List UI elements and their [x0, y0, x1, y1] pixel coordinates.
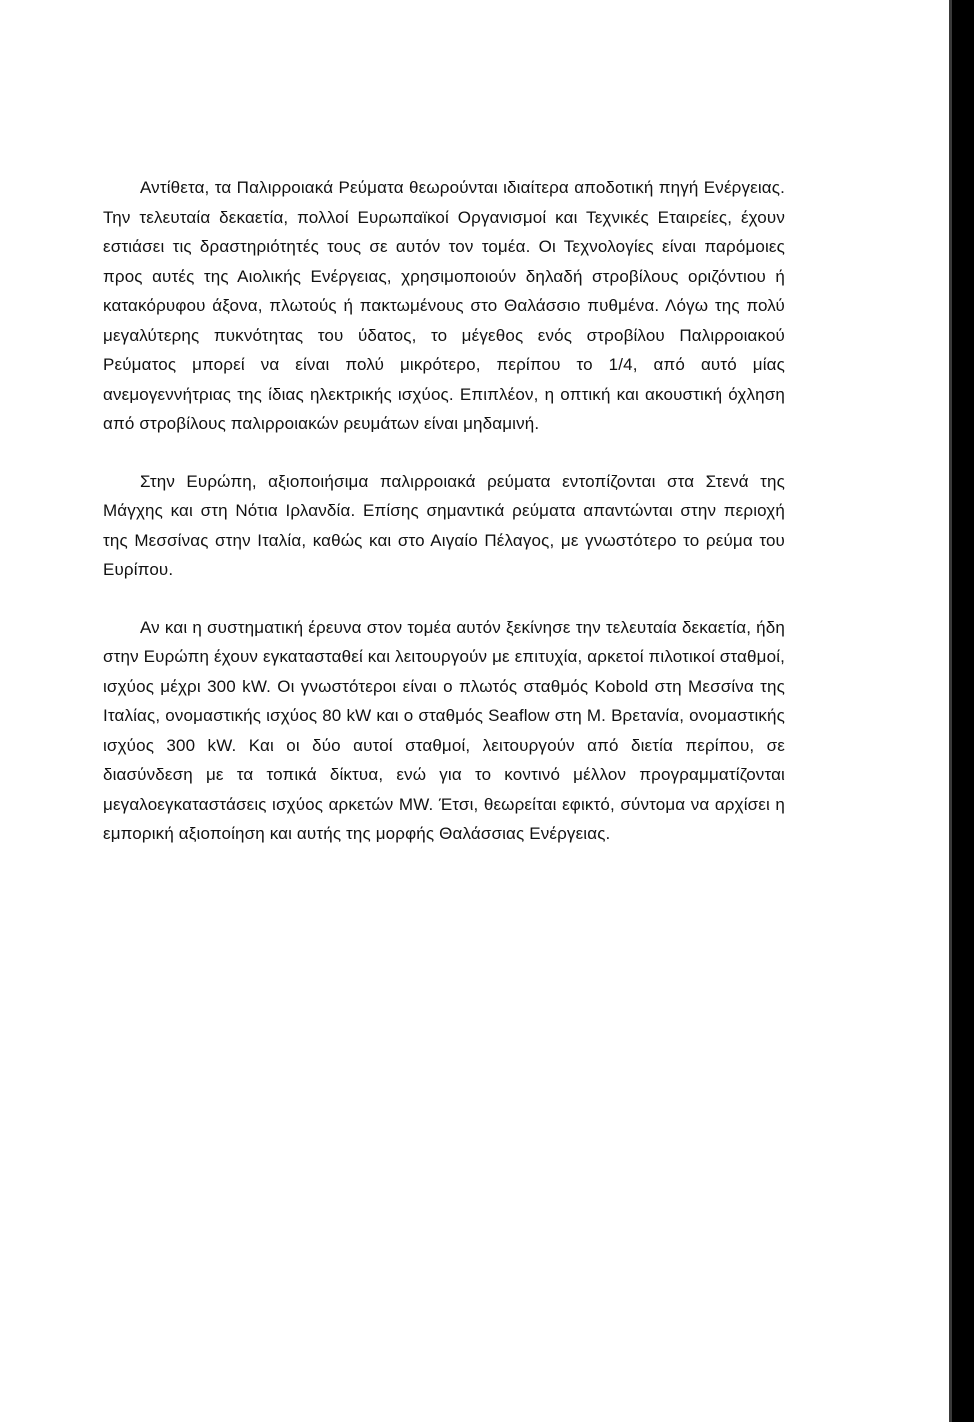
- document-body: [103, 173, 785, 877]
- paragraph-tidal-currents-intro: Αντίθετα, τα Παλιρροιακά Ρεύματα θεωρούνται ιδιαίτερα αποδοτική πηγή Ενέργειας. Την τελευταία δεκαετία, πολλοί Ευρωπαϊκοί Οργανισμοί και Τεχνικές Εταιρείες, έχουν εστιάσει τις δραστηριότητές τους σε αυτόν τον τομέα. Οι Τεχνολογίες είναι παρόμοιες προς αυτές της Αιολικής Ενέργειας, χρησιμοποιούν δηλαδή στροβίλους οριζόντιου ή κατακόρυφου άξονα, πλωτούς ή πακτωμένους στο Θαλάσσιο πυθμένα. Λόγω της πολύ μεγαλύτερης πυκνότητας του ύδατος, το μέγεθος ενός στροβίλου Παλιρροιακού Ρεύματος μπορεί να είναι πολύ μικρότερο, περίπου το 1/4, από αυτό μίας ανεμογεννήτριας της ίδιας ηλεκτρικής ισχύος. Επιπλέον, η οπτική και ακουστική όχληση από στροβίλους παλιρροιακών ρευμάτων είναι μηδαμινή.: [103, 178, 785, 433]
- paragraph-pilot-stations: Αν και η συστηματική έρευνα στον τομέα αυτόν ξεκίνησε την τελευταία δεκαετία, ήδη στην Ευρώπη έχουν εγκατασταθεί και λειτουργούν με επιτυχία, αρκετοί πιλοτικοί σταθμοί, ισχύος μέχρι 300 kW. Οι γνωστότεροι είναι ο πλωτός σταθμός Kobold στη Μεσσίνα της Ιταλίας, ονομαστικής ισχύος 80 kW και ο σταθμός Seaflow στη Μ. Βρετανία, ονομαστικής ισχύος 300 kW. Και οι δύο αυτοί σταθμοί, λειτουργούν από διετία περίπου, σε διασύνδεση με τα τοπικά δίκτυα, ενώ για το κοντινό μέλλον προγραμματίζονται μεγαλοεγκαταστάσεις ισχύος αρκετών MW. Έτσι, θεωρείται εφικτό, σύντομα να αρχίσει η εμπορική αξιοποίηση και αυτής της μορφής Θαλάσσιας Ενέργειας.: [103, 617, 785, 843]
- paragraph-europe-locations: Στην Ευρώπη, αξιοποιήσιμα παλιρροιακά ρεύματα εντοπίζονται στα Στενά της Μάγχης και στη Νότια Ιρλανδία. Επίσης σημαντικά ρεύματα απαντώνται στην περιοχή της Μεσσίνας στην Ιταλία, καθώς και στο Αιγαίο Πέλαγος, με γνωστότερο το ρεύμα του Ευρίπου.: [103, 471, 785, 579]
- scan-edge-border: [952, 0, 974, 1422]
